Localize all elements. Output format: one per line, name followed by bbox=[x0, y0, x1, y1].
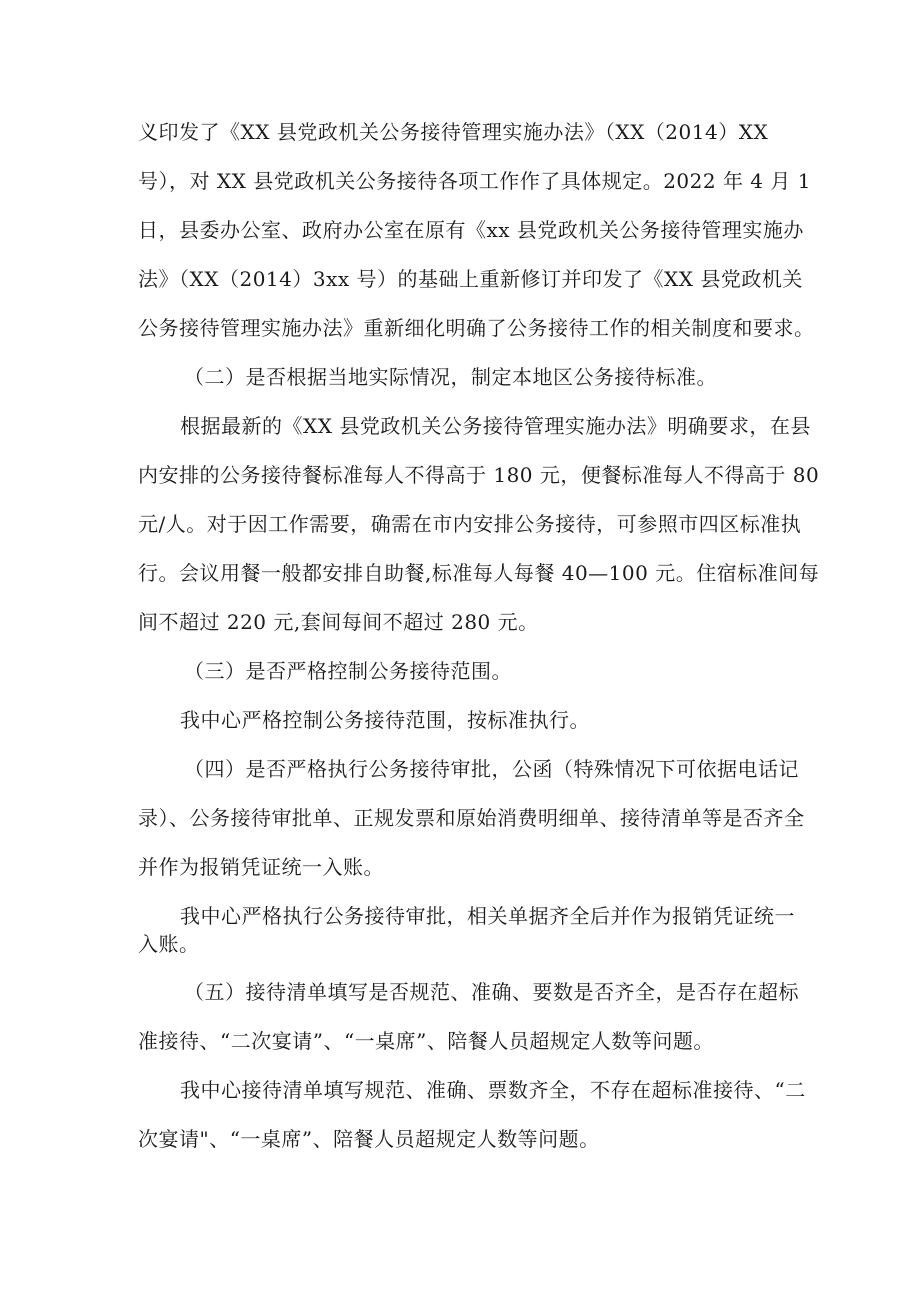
section-heading: （五）接待清单填写是否规范、准确、要数是否齐全，是否存在超标 bbox=[184, 980, 799, 1004]
text-line: 我中心严格执行公务接待审批，相关单据齐全后并作为报销凭证统一 bbox=[180, 904, 795, 928]
text-line: 并作为报销凭证统一入账。 bbox=[138, 855, 384, 879]
text-line: 间不超过 220 元,套间每间不超过 280 元。 bbox=[138, 610, 539, 634]
section-heading: （二）是否根据当地实际情况，制定本地区公务接待标准。 bbox=[184, 365, 717, 389]
text-line: 行。会议用餐一般都安排自助餐,标准每人每餐 40—100 元。住宿标准间每 bbox=[138, 561, 820, 585]
section-heading: （四）是否严格执行公务接待审批，公函（特殊情况下可依据电话记 bbox=[184, 757, 799, 781]
text-line: 准接待、“二次宴请”、“一桌席”、陪餐人员超规定人数等问题。 bbox=[138, 1029, 714, 1053]
text-line: 内安排的公务接待餐标准每人不得高于 180 元，便餐标准每人不得高于 80 bbox=[138, 463, 820, 487]
text-line: 我中心严格控制公务接待范围，按标准执行。 bbox=[180, 708, 590, 732]
text-line: 根据最新的《XX 县党政机关公务接待管理实施办法》明确要求，在县 bbox=[180, 414, 811, 438]
text-line: 我中心接待清单填写规范、准确、票数齐全，不存在超标准接待、“二 bbox=[180, 1078, 806, 1102]
text-line: 元/人。对于因工作需要，确需在市内安排公务接待，可参照市四区标准执 bbox=[138, 512, 802, 536]
text-line: 入账。 bbox=[138, 932, 200, 956]
text-line: 号），对 XX 县党政机关公务接待各项工作作了具体规定。2022 年 4 月 1 bbox=[138, 169, 811, 193]
text-line: 法》（XX（2014）3xx 号）的基础上重新修订并印发了《XX 县党政机关 bbox=[138, 267, 803, 291]
text-line: 公务接待管理实施办法》重新细化明确了公务接待工作的相关制度和要求。 bbox=[138, 316, 815, 340]
text-line: 次宴请"、“一桌席”、陪餐人员超规定人数等问题。 bbox=[138, 1127, 600, 1151]
text-line: 录）、公务接待审批单、正规发票和原始消费明细单、接待清单等是否齐全 bbox=[138, 806, 805, 830]
text-line: 义印发了《XX 县党政机关公务接待管理实施办法》（XX（2014）XX bbox=[138, 120, 769, 144]
section-heading: （三）是否严格控制公务接待范围。 bbox=[184, 659, 512, 683]
text-line: 日，县委办公室、政府办公室在原有《xx 县党政机关公务接待管理实施办 bbox=[138, 218, 804, 242]
